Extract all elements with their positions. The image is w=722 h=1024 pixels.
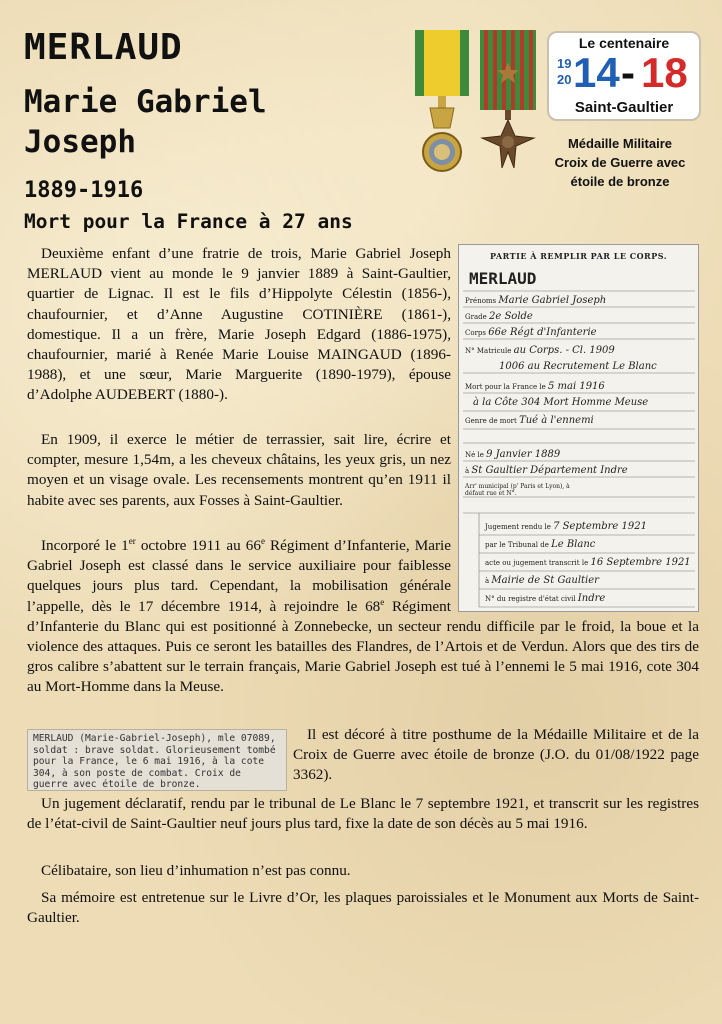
military-text-b: octobre 1911 au 66 — [135, 537, 261, 554]
logo-top-text: Le centenaire — [578, 35, 670, 51]
given-names-title: Marie Gabriel Joseph — [24, 84, 267, 160]
document-field-value: à la Côte 304 Mort Homme Meuse — [473, 397, 649, 408]
document-field-label: Prénoms — [465, 297, 497, 305]
document-field-label: à — [485, 577, 490, 585]
medal-caption-line: Croix de Guerre avec — [554, 155, 686, 170]
document-field-value: Marie Gabriel Joseph — [498, 295, 607, 306]
logo-year-end-b: 18 — [641, 49, 688, 96]
logo-year-start-b: 14 — [573, 49, 620, 96]
document-field-label: Mort pour la France le — [465, 383, 546, 391]
paragraph-decoration: Il est décoré à titre posthume de la Médaille Militaire et de la Croix de Guerre avec étoile de bronze (J.O. du 01/08/1922 page 3362). — [293, 726, 699, 784]
wrap-spacer — [451, 536, 699, 616]
document-field-label: Arr' municipal (p' Paris et Lyon), à défaut rue et N°. — [465, 483, 570, 497]
document-field-value: 2e Solde — [488, 311, 533, 322]
document-field-value: 16 Septembre 1921 — [590, 557, 691, 568]
military-sup-3: e — [380, 596, 385, 607]
medals-image — [410, 28, 542, 178]
document-field-label: par le Tribunal de — [485, 541, 549, 549]
document-field-label: Corps — [465, 329, 486, 337]
logo-year-end-a: 20 — [557, 72, 572, 87]
logo-dash: - — [621, 49, 635, 96]
medaille-militaire-icon — [415, 30, 469, 171]
document-field-value: au Corps. - Cl. 1909 — [513, 345, 615, 356]
document-field-value: St Gaultier Département Indre — [471, 465, 628, 476]
document-field-label: à — [465, 467, 470, 475]
newspaper-clipping: MERLAUD (Marie-Gabriel-Joseph), mle 07089, soldat : brave soldat. Glorieusement tombé pour la France, le 6 mai 1916, à la cote 304, à son poste de combat. Croix de guerre avec étoile de bronze. — [27, 729, 287, 791]
document-field-label: N° du registre d'état civil — [485, 595, 576, 603]
logo-bottom-text: Saint-Gaultier — [574, 99, 674, 116]
medal-caption — [540, 134, 700, 191]
medal-caption-line: étoile de bronze — [570, 174, 670, 189]
croix-de-guerre-icon — [480, 30, 536, 168]
document-field-label: N° Matricule — [465, 347, 512, 355]
centenaire-logo — [547, 31, 701, 121]
military-sup-2: e — [260, 535, 265, 546]
logo-years — [549, 51, 699, 99]
document-field-value: 66e Régt d'Infanterie — [488, 327, 597, 338]
paragraph-burial: Célibataire, son lieu d’inhumation n’est pas connu. — [41, 862, 351, 879]
logo-year-start-a: 19 — [557, 56, 572, 71]
surname-title: MERLAUD — [24, 27, 183, 68]
document-field-value: 9 Janvier 1889 — [486, 449, 561, 460]
military-text-a: Incorporé le 1 — [41, 537, 129, 554]
paragraph-family: Deuxième enfant d’une fratrie de trois, Marie Gabriel Joseph MERLAUD vient au monde le 9 janvier 1889 à Saint-Gaultier, quartier de Lignac. Il est le fils d’Hippolyte Célestin (1856-), chaufournier, et d’Anne Augustine COTINIÈRE (1861-), domestique. Il a un frère, Marie Joseph Edgard (1886-1975), chaufournier, marié à Renée Marie Louise MAINGAUD (1896-1988), et une sœur, Marie Marguerite (1890-1979), épouse d’Adolphe AUDEBERT (1880-). — [27, 245, 451, 404]
life-dates: 1889-1916 — [24, 178, 144, 203]
military-sup-1: er — [128, 535, 136, 546]
paragraph-description: En 1909, il exerce le métier de terrassier, sait lire, écrire et compter, mesure 1,54m, a les cheveux châtains, les yeux gris, un nez moyen et un visage ovale. Les recensements montrent qu’en 1911 il habite avec ses parents, aux Fosses à Saint-Gaultier. — [27, 431, 451, 509]
document-header: PARTIE À REMPLIR PAR LE CORPS. — [490, 251, 667, 261]
document-field-label: Genre de mort — [465, 417, 517, 425]
document-field-label: Grade — [465, 313, 487, 321]
document-field-value: Mairie de St Gaultier — [491, 575, 599, 586]
paragraph-judgement: Un jugement déclaratif, rendu par le tribunal de Le Blanc le 7 septembre 1921, et transcrit sur les registres de l’état-civil de Saint-Gaultier neuf jours plus tard, fixe la date de son décès au 5 mai 1916. — [27, 795, 699, 833]
paragraph-military — [27, 535, 699, 696]
document-field-label: Né le — [465, 451, 484, 459]
document-field-label: Jugement rendu le — [485, 523, 551, 531]
paragraph-memory: Sa mémoire est entretenue sur le Livre d’Or, les plaques paroissiales et le Monument aux Morts de Saint-Gaultier. — [27, 889, 699, 927]
document-field-value: 1006 au Recrutement Le Blanc — [499, 361, 657, 372]
military-text-d: Régiment d’Infanterie du Blanc qui est positionné à Zonnebecke, un secteur rendu difficile par le froid, la boue et la violence des attaques. Puis ce seront les batailles des Flandres, de l’Artois et de Verdun. Alors que des tirs de gros calibre s’abattent sur le terrain français, Marie Gabriel Joseph est tué à l’ennemi le 5 mai 1916, cote 304 au Mort-Homme dans la Meuse. — [27, 597, 699, 696]
document-field-value: Tué à l'ennemi — [519, 415, 594, 426]
document-field-value: Indre — [577, 593, 606, 604]
document-field-label: acte ou jugement transcrit le — [485, 559, 589, 567]
document-field-value: Le Blanc — [551, 539, 596, 550]
medal-caption-line: Médaille Militaire — [567, 136, 673, 151]
death-line: Mort pour la France à 27 ans — [24, 210, 353, 233]
document-name: MERLAUD — [469, 269, 537, 288]
document-field-value: 7 Septembre 1921 — [553, 521, 647, 532]
military-text-c: Régiment d’Infanterie, Marie Gabriel Joseph est classé dans le service auxiliaire pour faiblesse quelques jours plus tard. Cependant, la mobilisation générale l’appelle, dès le 17 décembre 1914, à rejoindre le 68 — [27, 537, 451, 615]
document-field-value: 5 mai 1916 — [547, 381, 605, 392]
